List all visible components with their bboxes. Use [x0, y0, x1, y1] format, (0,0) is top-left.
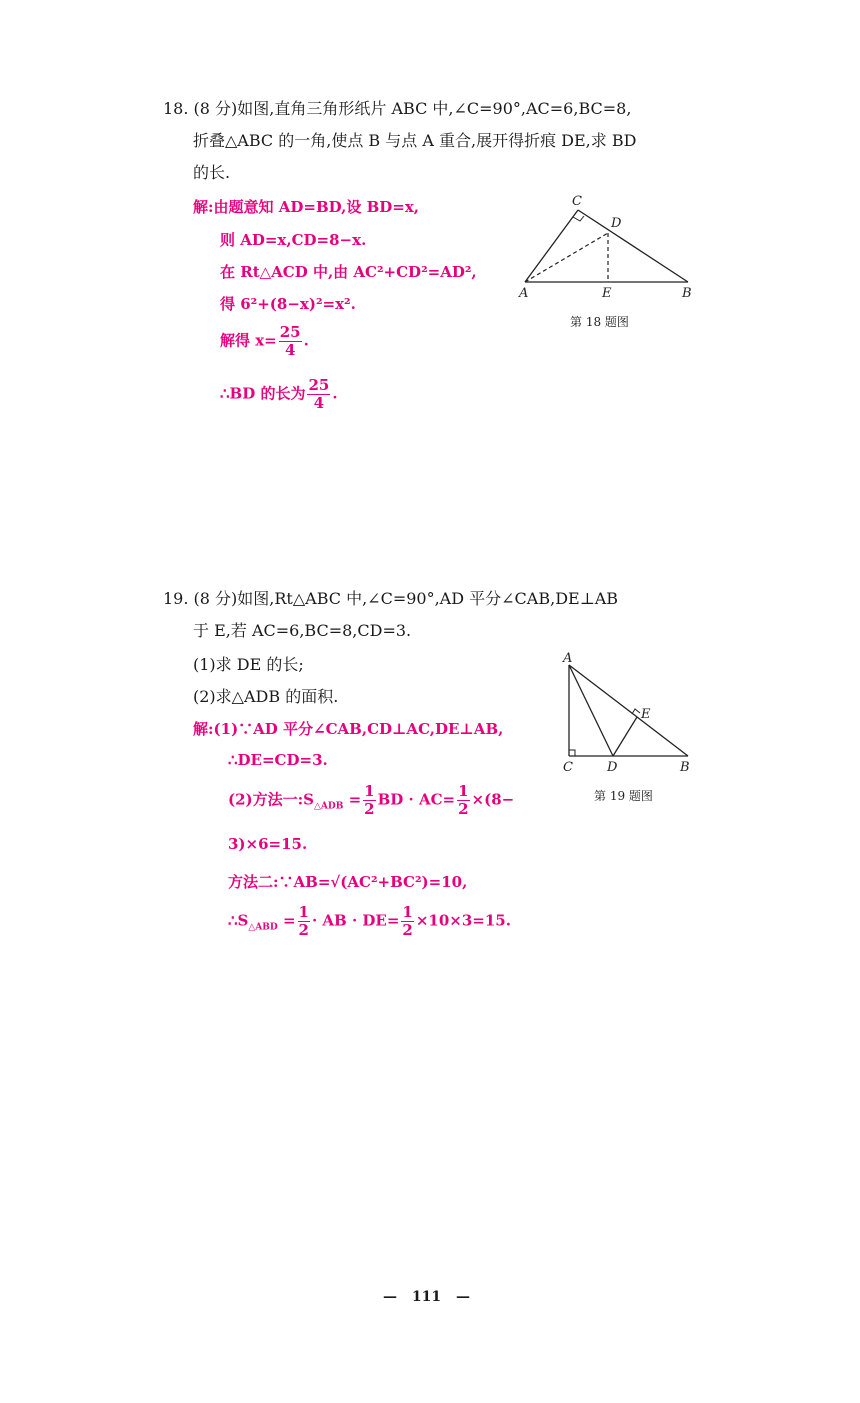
q18-answer-line4: 得 6²+(8−x)²=x².: [220, 295, 356, 313]
label-E: E: [602, 286, 612, 301]
q18-triangle: [525, 210, 688, 282]
fold-line-AD: [525, 233, 608, 282]
q19-answer-line2: ∴DE=CD=3.: [228, 751, 328, 769]
perpendicular-DE: [613, 717, 637, 756]
label-D: D: [607, 760, 618, 775]
q18-line2: 折叠△ABC 的一角,使点 B 与点 A 重合,展开得折痕 DE,求 BD: [193, 131, 637, 150]
bisector-AD: [569, 665, 613, 756]
q18-answer-line5: 解得 x= $\frac{25}{4}$ .: [220, 323, 309, 359]
q19-line1: 19. (8 分)如图,Rt△ABC 中,∠C=90°,AD 平分∠CAB,DE⊥AB: [163, 589, 619, 608]
right-angle-mark: [573, 216, 584, 221]
footer-dash-right: —: [455, 1289, 470, 1305]
q19-answer-line1: 解:(1)∵AD 平分∠CAB,CD⊥AC,DE⊥AB,: [193, 720, 504, 738]
q18-answer-line3: 在 Rt△ACD 中,由 AC²+CD²=AD²,: [220, 263, 477, 281]
q19-sub2: (2)求△ADB 的面积.: [193, 687, 339, 706]
q19-sub1: (1)求 DE 的长;: [193, 655, 304, 674]
q18-figure: [510, 190, 710, 305]
q18-answer-line2: 则 AD=x,CD=8−x.: [220, 231, 367, 249]
q19-triangle: [569, 665, 688, 756]
q19-answer-line3: (2)方法一$:S_{\triangle ADB}$ = $\frac{1}{2}$ BD · AC= $\frac{1}{2}$ ×(8−: [228, 782, 515, 818]
q19-answer-line4: 3)×6=15.: [228, 835, 308, 853]
label-B: B: [680, 760, 690, 775]
label-D: D: [611, 216, 622, 231]
page-footer: [383, 1289, 470, 1305]
label-E: E: [641, 707, 651, 722]
right-angle-mark-C: [569, 750, 575, 756]
q19-figure: [555, 648, 705, 778]
page-number: 111: [411, 1289, 442, 1305]
q18-answer-line1: 解:由题意知 AD=BD,设 BD=x,: [193, 198, 419, 216]
fraction: $\frac{1}{2}$: [298, 903, 309, 939]
label-A: A: [519, 286, 529, 301]
q18-figure-caption: 第 18 题图: [570, 315, 629, 329]
label-C: C: [563, 760, 573, 775]
q19-answer-line5: 方法二:∵AB=√(AC²+BC²)=10,: [228, 873, 468, 891]
label-C: C: [572, 194, 582, 209]
fraction: $\frac{25}{4}$: [308, 376, 330, 412]
fraction: $\frac{25}{4}$: [279, 323, 301, 359]
q19-line2: 于 E,若 AC=6,BC=8,CD=3.: [193, 621, 412, 640]
fraction: $\frac{1}{2}$: [402, 903, 413, 939]
fraction: $\frac{1}{2}$: [458, 782, 469, 818]
q18-answer-line6: ∴BD 的长为 $\frac{25}{4}$ .: [220, 376, 338, 412]
q18-line3: 的长.: [193, 163, 231, 182]
footer-dash-left: —: [383, 1289, 397, 1305]
fraction: $\frac{1}{2}$: [364, 782, 375, 818]
q19-figure-caption: 第 19 题图: [594, 789, 653, 803]
q19-answer-line6: $\therefore S_{\triangle ABD}$ = $\frac{1}{2}$ · AB · DE= $\frac{1}{2}$ ×10×3=15.: [228, 903, 511, 939]
label-A: A: [563, 651, 573, 666]
right-angle-mark-E: [632, 709, 640, 714]
label-B: B: [682, 286, 692, 301]
q18-line1: 18. (8 分)如图,直角三角形纸片 ABC 中,∠C=90°,AC=6,BC=8,: [163, 99, 632, 118]
